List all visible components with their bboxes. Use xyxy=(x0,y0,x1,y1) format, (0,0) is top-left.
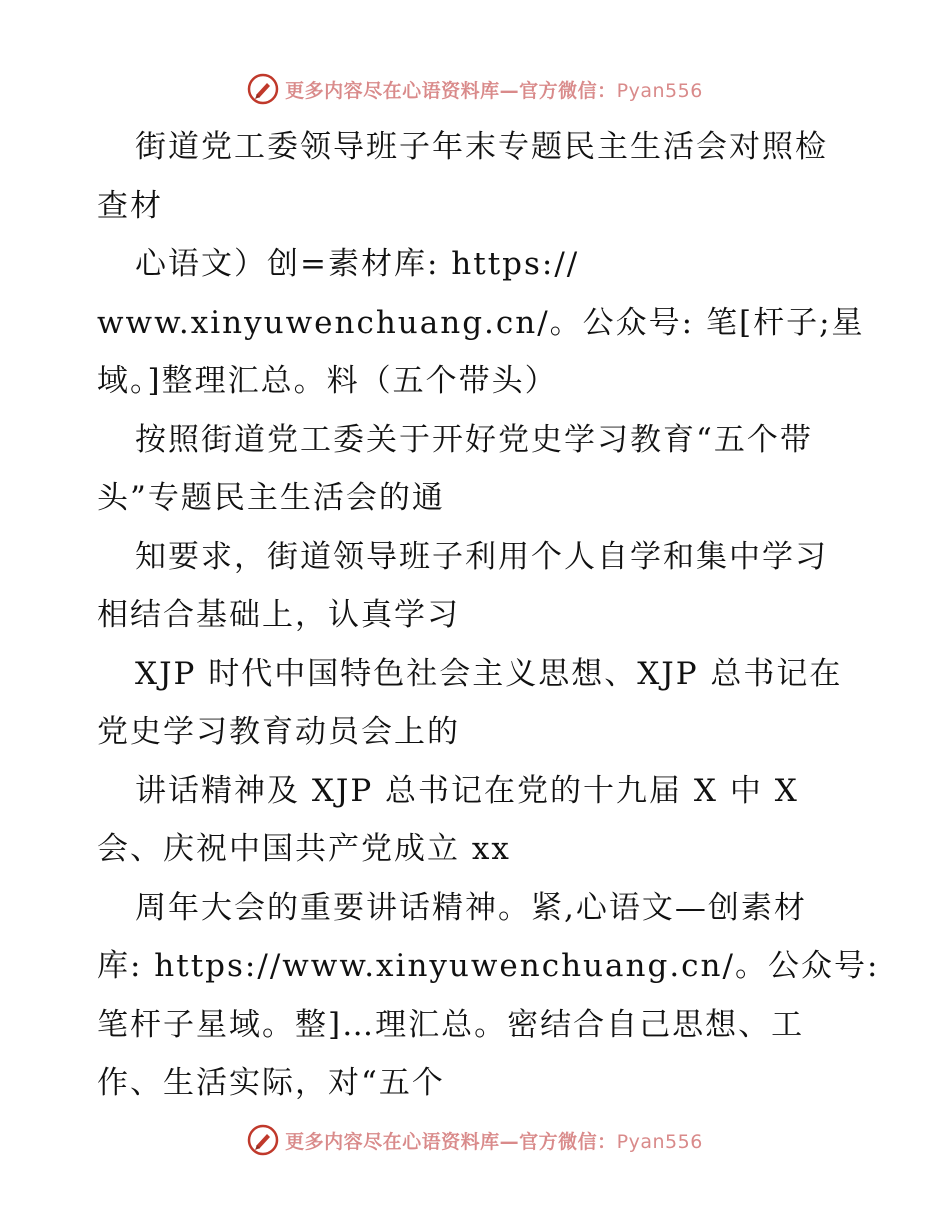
banner-label: 更多内容尽在心语资料库—官方微信： xyxy=(285,79,617,102)
text-line: 域。]整理汇总。料（五个带头） xyxy=(97,363,558,399)
pen-logo-icon xyxy=(247,1124,279,1156)
text-line: 知要求，街道领导班子利用个人自学和集中学习 xyxy=(135,538,828,575)
text-line: XJP 时代中国特色社会主义思想、XJP 总书记在 xyxy=(135,655,843,692)
text-line: 笔杆子星域。整]…理汇总。密结合自己思想、工 xyxy=(97,1006,805,1043)
text-line: 党史学习教育动员会上的 xyxy=(97,714,460,750)
banner-text xyxy=(285,1127,703,1154)
banner-label: 更多内容尽在心语资料库—官方微信： xyxy=(285,1130,617,1153)
banner-wechat-id: Pyan556 xyxy=(616,79,703,102)
footer-banner xyxy=(0,1123,950,1157)
text-line: 周年大会的重要讲话精神。紧,心语文—创素材 xyxy=(135,889,807,926)
text-line: 头”专题民主生活会的通 xyxy=(97,480,445,516)
text-line: 查材 xyxy=(97,187,163,224)
text-line: 讲话精神及 XJP 总书记在党的十九届 X 中 X xyxy=(135,772,799,809)
text-line: 街道党工委领导班子年末专题民主生活会对照检 xyxy=(135,129,828,165)
text-line: 相结合基础上，认真学习 xyxy=(97,597,460,633)
text-line: 库: https://www.xinyuwenchuang.cn/。公众号: xyxy=(97,948,880,984)
text-line: 会、庆祝中国共产党成立 xx xyxy=(97,831,511,867)
document-body xyxy=(97,118,880,1113)
text-line: 按照街道党工委关于开好党史学习教育“五个带 xyxy=(135,421,813,458)
banner-text xyxy=(285,76,703,103)
pen-logo-icon xyxy=(247,73,279,105)
banner-wechat-id: Pyan556 xyxy=(616,1130,703,1153)
text-line: 作、生活实际，对“五个 xyxy=(97,1065,445,1101)
text-line: 心语文）创=素材库: https:// xyxy=(135,246,580,282)
text-line: www.xinyuwenchuang.cn/。公众号: 笔[杆子;星 xyxy=(97,304,865,341)
header-banner xyxy=(0,72,950,106)
